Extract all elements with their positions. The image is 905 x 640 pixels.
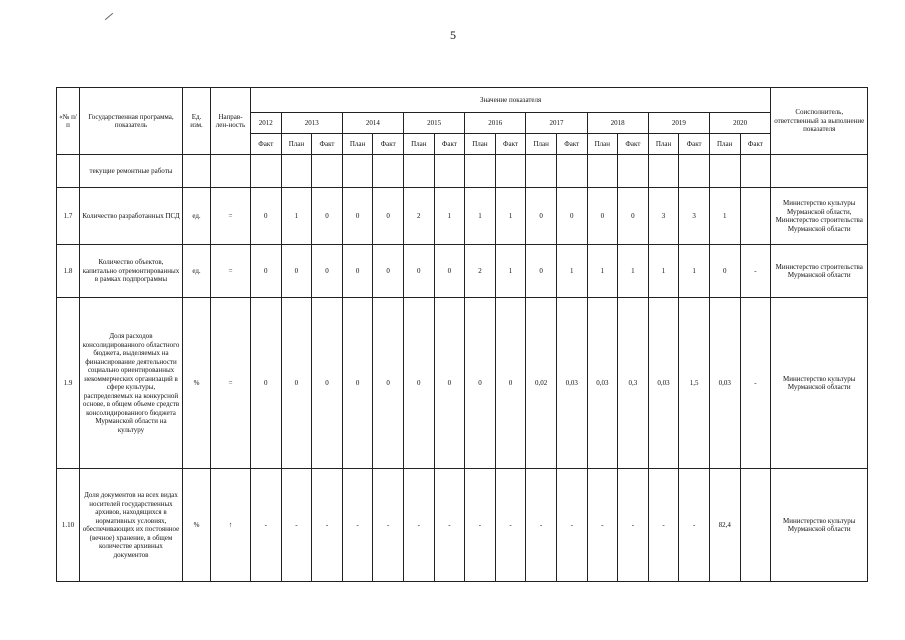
- plan-fact-header: План: [709, 134, 740, 155]
- value-cell: 0: [709, 245, 740, 298]
- year-header: 2014: [342, 113, 403, 134]
- value-cell: -: [403, 469, 434, 582]
- value-cell: -: [556, 469, 587, 582]
- value-cell: [679, 155, 710, 188]
- value-cell: 1: [495, 188, 526, 245]
- header-unit: Ед. изм.: [183, 88, 211, 155]
- value-cell: 0,3: [618, 298, 649, 469]
- year-header: 2019: [648, 113, 709, 134]
- plan-fact-header: Факт: [434, 134, 465, 155]
- value-cell: 0: [618, 188, 649, 245]
- value-cell: 0: [373, 188, 404, 245]
- value-cell: 0: [373, 245, 404, 298]
- value-cell: [251, 155, 282, 188]
- value-cell: [709, 155, 740, 188]
- value-cell: 1: [709, 188, 740, 245]
- plan-fact-header: План: [465, 134, 496, 155]
- plan-fact-header: Факт: [251, 134, 282, 155]
- value-cell: [740, 469, 771, 582]
- header-program: Государственная программа, показатель: [80, 88, 183, 155]
- coexecutor-cell: [771, 155, 868, 188]
- value-cell: 0,03: [587, 298, 618, 469]
- value-cell: 1: [648, 245, 679, 298]
- page-number: 5: [450, 28, 456, 42]
- value-cell: 0: [556, 188, 587, 245]
- value-cell: -: [495, 469, 526, 582]
- value-cell: 0: [342, 188, 373, 245]
- value-cell: 2: [465, 245, 496, 298]
- table-row: [57, 188, 868, 245]
- header-direction: Направ-лен-ность: [211, 88, 251, 155]
- unit-cell: %: [183, 469, 211, 582]
- value-cell: 0: [403, 245, 434, 298]
- plan-fact-header: Факт: [373, 134, 404, 155]
- value-cell: [618, 155, 649, 188]
- table-row: [57, 155, 868, 188]
- value-cell: 0: [495, 298, 526, 469]
- header-values: Значение показателя: [251, 88, 771, 113]
- indicator-name: Доля документов на всех видах носителей государственных архивов, находящихся в нормативных условиях, обеспечивающих их постоянное (вечное) хранение, в общем количестве архивных документов: [80, 469, 183, 582]
- value-cell: [434, 155, 465, 188]
- indicator-name: Количество объектов, капитально отремонтированных в рамках подпрограммы: [80, 245, 183, 298]
- plan-fact-header: План: [342, 134, 373, 155]
- value-cell: [373, 155, 404, 188]
- value-cell: 0,02: [526, 298, 557, 469]
- plan-fact-header: План: [403, 134, 434, 155]
- value-cell: [587, 155, 618, 188]
- value-cell: [495, 155, 526, 188]
- value-cell: 1: [587, 245, 618, 298]
- value-cell: [648, 155, 679, 188]
- value-cell: 0: [281, 298, 312, 469]
- year-header: 2018: [587, 113, 648, 134]
- year-header: 2017: [526, 113, 587, 134]
- value-cell: -: [740, 245, 771, 298]
- header-num: «№ п/п: [57, 88, 80, 155]
- value-cell: -: [312, 469, 343, 582]
- plan-fact-header: Факт: [679, 134, 710, 155]
- plan-fact-header: Факт: [618, 134, 649, 155]
- value-cell: -: [434, 469, 465, 582]
- plan-fact-header: Факт: [740, 134, 771, 155]
- table-body: [57, 155, 868, 582]
- value-cell: 0: [465, 298, 496, 469]
- value-cell: [556, 155, 587, 188]
- value-cell: -: [648, 469, 679, 582]
- direction-cell: [211, 155, 251, 188]
- year-header: 2015: [403, 113, 464, 134]
- value-cell: -: [587, 469, 618, 582]
- plan-fact-header: Факт: [495, 134, 526, 155]
- value-cell: -: [373, 469, 404, 582]
- value-cell: 3: [648, 188, 679, 245]
- value-cell: 1: [679, 245, 710, 298]
- table-row: [57, 298, 868, 469]
- value-cell: [312, 155, 343, 188]
- unit-cell: [183, 155, 211, 188]
- value-cell: [403, 155, 434, 188]
- value-cell: 0: [312, 245, 343, 298]
- row-num: 1.10: [57, 469, 80, 582]
- value-cell: 0: [251, 188, 282, 245]
- indicator-name: Доля расходов консолидированного областного бюджета, выделяемых на финансирование деятельности социально ориентированных некоммерческих организаций в сфере культуры, распределяемых на конкурсной основе, в общем объеме средств консолидированного бюджета Мурманской области на культуру: [80, 298, 183, 469]
- value-cell: -: [526, 469, 557, 582]
- value-cell: 2: [403, 188, 434, 245]
- row-num: 1.7: [57, 188, 80, 245]
- value-cell: 0: [342, 245, 373, 298]
- unit-cell: ед.: [183, 245, 211, 298]
- row-num: 1.9: [57, 298, 80, 469]
- value-cell: 0: [251, 298, 282, 469]
- year-header: 2013: [281, 113, 342, 134]
- unit-cell: ед.: [183, 188, 211, 245]
- plan-fact-header: План: [648, 134, 679, 155]
- value-cell: [465, 155, 496, 188]
- value-cell: 1: [618, 245, 649, 298]
- value-cell: 1,5: [679, 298, 710, 469]
- indicator-name: Количество разработанных ПСД: [80, 188, 183, 245]
- direction-cell: ↑: [211, 469, 251, 582]
- value-cell: 0: [251, 245, 282, 298]
- header-coexecutor: Соисполнитель, ответственный за выполнение показателя: [771, 88, 868, 155]
- value-cell: -: [465, 469, 496, 582]
- unit-cell: %: [183, 298, 211, 469]
- value-cell: -: [342, 469, 373, 582]
- value-cell: 3: [679, 188, 710, 245]
- coexecutor-cell: Министерство строительства Мурманской области: [771, 245, 868, 298]
- plan-fact-header: План: [587, 134, 618, 155]
- year-header: 2020: [709, 113, 770, 134]
- indicator-table: [56, 87, 868, 582]
- plan-fact-header: План: [281, 134, 312, 155]
- value-cell: 0: [403, 298, 434, 469]
- coexecutor-cell: Министерство культуры Мурманской области, Министерство строительства Мурманской области: [771, 188, 868, 245]
- value-cell: 0: [373, 298, 404, 469]
- value-cell: 0,03: [709, 298, 740, 469]
- value-cell: 1: [434, 188, 465, 245]
- direction-cell: =: [211, 245, 251, 298]
- row-num: 1.8: [57, 245, 80, 298]
- value-cell: [342, 155, 373, 188]
- value-cell: 0: [342, 298, 373, 469]
- table-row: [57, 469, 868, 582]
- coexecutor-cell: Министерство культуры Мурманской области: [771, 469, 868, 582]
- value-cell: 1: [281, 188, 312, 245]
- indicator-name: текущие ремонтные работы: [80, 155, 183, 188]
- value-cell: 0: [434, 298, 465, 469]
- scan-artifact-mark: [105, 13, 113, 20]
- table-row: [57, 245, 868, 298]
- coexecutor-cell: Министерство культуры Мурманской области: [771, 298, 868, 469]
- value-cell: 0: [526, 245, 557, 298]
- value-cell: 0: [526, 188, 557, 245]
- value-cell: 0: [281, 245, 312, 298]
- plan-fact-header: Факт: [312, 134, 343, 155]
- value-cell: 0: [312, 298, 343, 469]
- value-cell: 1: [556, 245, 587, 298]
- value-cell: 82,4: [709, 469, 740, 582]
- direction-cell: =: [211, 188, 251, 245]
- value-cell: [281, 155, 312, 188]
- value-cell: 0,03: [556, 298, 587, 469]
- plan-fact-header: Факт: [556, 134, 587, 155]
- value-cell: -: [740, 298, 771, 469]
- value-cell: [740, 188, 771, 245]
- value-cell: -: [618, 469, 649, 582]
- row-num: [57, 155, 80, 188]
- value-cell: 0: [434, 245, 465, 298]
- year-header: 2016: [465, 113, 526, 134]
- year-header: 2012: [251, 113, 282, 134]
- value-cell: [526, 155, 557, 188]
- value-cell: 0: [587, 188, 618, 245]
- value-cell: -: [251, 469, 282, 582]
- value-cell: 1: [465, 188, 496, 245]
- value-cell: [740, 155, 771, 188]
- plan-fact-header: План: [526, 134, 557, 155]
- value-cell: 0,03: [648, 298, 679, 469]
- value-cell: 1: [495, 245, 526, 298]
- value-cell: 0: [312, 188, 343, 245]
- direction-cell: =: [211, 298, 251, 469]
- value-cell: -: [679, 469, 710, 582]
- value-cell: -: [281, 469, 312, 582]
